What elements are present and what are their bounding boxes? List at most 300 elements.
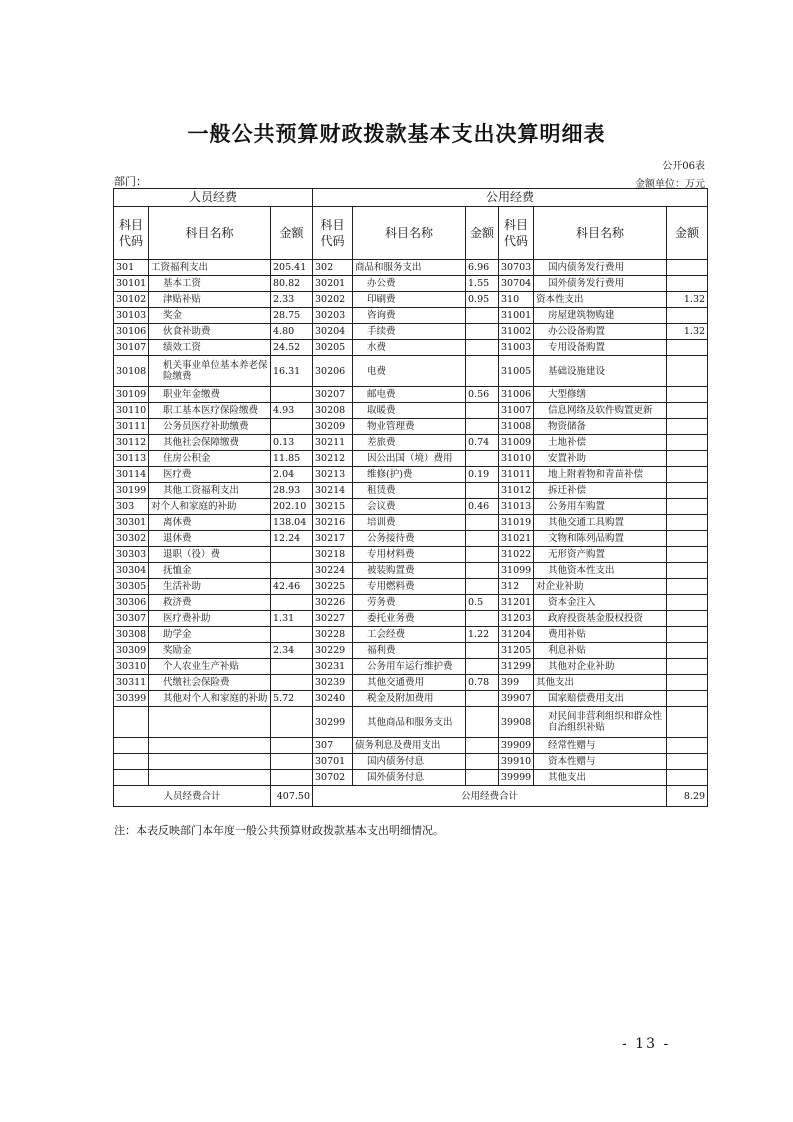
expenditure-detail-table xyxy=(113,188,708,807)
cell-amount xyxy=(667,403,708,419)
cell-name: 因公出国（境）费用 xyxy=(353,451,466,467)
cell-code: 31204 xyxy=(499,627,534,643)
cell-name: 专用设备购置 xyxy=(534,340,667,356)
cell-code: 31201 xyxy=(499,595,534,611)
cell-code xyxy=(114,738,149,754)
cell-name: 国家赔偿费用支出 xyxy=(534,691,667,707)
cell-amount xyxy=(466,483,499,499)
cell-code: 39999 xyxy=(499,770,534,786)
cell-amount: 205.41 xyxy=(271,260,313,276)
cell-code: 30308 xyxy=(114,627,149,643)
table-row xyxy=(114,515,708,531)
cell-name: 国外债务发行费用 xyxy=(534,276,667,292)
cell-name: 物业管理费 xyxy=(353,419,466,435)
cell-name xyxy=(149,770,271,786)
cell-amount: 5.72 xyxy=(271,691,313,707)
cell-amount xyxy=(667,547,708,563)
cell-code: 30309 xyxy=(114,643,149,659)
cell-amount xyxy=(271,387,313,403)
cell-code: 31009 xyxy=(499,435,534,451)
table-row xyxy=(114,451,708,467)
cell-code: 30202 xyxy=(313,292,353,308)
cell-name: 其他支出 xyxy=(534,770,667,786)
cell-code: 30211 xyxy=(313,435,353,451)
cell-name: 医疗费 xyxy=(149,467,271,483)
cell-name: 费用补贴 xyxy=(534,627,667,643)
cell-amount: 4.93 xyxy=(271,403,313,419)
cell-code: 31002 xyxy=(499,324,534,340)
cell-code: 39907 xyxy=(499,691,534,707)
cell-name: 物资储备 xyxy=(534,419,667,435)
cell-amount: 4.80 xyxy=(271,324,313,340)
cell-name: 住房公积金 xyxy=(149,451,271,467)
group-personnel: 人员经费 xyxy=(114,189,313,207)
cell-amount xyxy=(466,419,499,435)
cell-name: 退职（役）费 xyxy=(149,547,271,563)
cell-name: 咨询费 xyxy=(353,308,466,324)
cell-name: 专用材料费 xyxy=(353,547,466,563)
cell-code: 31299 xyxy=(499,659,534,675)
cell-code: 30203 xyxy=(313,308,353,324)
cell-amount: 0.19 xyxy=(466,467,499,483)
cell-code: 30305 xyxy=(114,579,149,595)
cell-name: 救济费 xyxy=(149,595,271,611)
cell-code: 30302 xyxy=(114,531,149,547)
cell-name: 公务接待费 xyxy=(353,531,466,547)
cell-amount xyxy=(667,643,708,659)
cell-amount: 0.74 xyxy=(466,435,499,451)
cell-name: 被装购置费 xyxy=(353,563,466,579)
cell-amount: 24.52 xyxy=(271,340,313,356)
cell-amount xyxy=(667,499,708,515)
public-total-label: 公用经费合计 xyxy=(313,786,667,807)
cell-code: 30231 xyxy=(313,659,353,675)
cell-amount: 0.78 xyxy=(466,675,499,691)
table-number: 公开06表 xyxy=(662,161,705,172)
cell-code: 312 xyxy=(499,579,534,595)
cell-name: 会议费 xyxy=(353,499,466,515)
cell-name: 其他商品和服务支出 xyxy=(353,707,466,738)
footnote: 注：本表反映部门本年度一般公共预算财政拨款基本支出明细情况。 xyxy=(114,824,444,837)
public-total-value: 8.29 xyxy=(667,786,708,807)
table-body xyxy=(114,260,708,786)
table-row xyxy=(114,738,708,754)
cell-amount: 16.31 xyxy=(271,356,313,387)
group-public: 公用经费 xyxy=(313,189,708,207)
cell-name: 专用燃料费 xyxy=(353,579,466,595)
cell-name: 职工基本医疗保险缴费 xyxy=(149,403,271,419)
table-row xyxy=(114,691,708,707)
cell-code: 30218 xyxy=(313,547,353,563)
cell-amount: 28.75 xyxy=(271,308,313,324)
cell-name: 个人农业生产补贴 xyxy=(149,659,271,675)
header-name: 科目名称 xyxy=(534,207,667,260)
cell-name: 差旅费 xyxy=(353,435,466,451)
cell-code: 30239 xyxy=(313,675,353,691)
page-number: - 13 - xyxy=(622,1036,671,1052)
cell-name: 工会经费 xyxy=(353,627,466,643)
header-code: 科目代码 xyxy=(313,207,353,260)
cell-amount: 1.32 xyxy=(667,324,708,340)
cell-amount xyxy=(466,531,499,547)
cell-code: 30228 xyxy=(313,627,353,643)
cell-amount xyxy=(667,691,708,707)
cell-amount xyxy=(466,563,499,579)
cell-code: 31007 xyxy=(499,403,534,419)
cell-amount xyxy=(271,738,313,754)
cell-code: 30111 xyxy=(114,419,149,435)
cell-amount xyxy=(667,531,708,547)
cell-amount xyxy=(271,675,313,691)
cell-code: 39909 xyxy=(499,738,534,754)
header-code: 科目代码 xyxy=(499,207,534,260)
totals-row xyxy=(114,786,708,807)
cell-amount xyxy=(466,579,499,595)
table-row xyxy=(114,499,708,515)
cell-code xyxy=(114,770,149,786)
cell-name: 国外债务付息 xyxy=(353,770,466,786)
cell-code: 30113 xyxy=(114,451,149,467)
cell-code: 30311 xyxy=(114,675,149,691)
header-amount: 金额 xyxy=(667,207,708,260)
cell-amount xyxy=(271,707,313,738)
cell-amount xyxy=(466,308,499,324)
cell-name: 公务用车购置 xyxy=(534,499,667,515)
cell-amount xyxy=(667,515,708,531)
cell-name: 税金及附加费用 xyxy=(353,691,466,707)
cell-name: 福利费 xyxy=(353,643,466,659)
cell-amount xyxy=(667,356,708,387)
cell-code: 310 xyxy=(499,292,534,308)
cell-name: 债务利息及费用支出 xyxy=(353,738,466,754)
table-row xyxy=(114,659,708,675)
cell-code: 30199 xyxy=(114,483,149,499)
cell-name: 助学金 xyxy=(149,627,271,643)
cell-amount: 138.04 xyxy=(271,515,313,531)
cell-name: 奖金 xyxy=(149,308,271,324)
cell-amount xyxy=(667,770,708,786)
cell-amount xyxy=(271,563,313,579)
cell-name: 取暖费 xyxy=(353,403,466,419)
cell-code: 30226 xyxy=(313,595,353,611)
table-row xyxy=(114,770,708,786)
cell-amount xyxy=(466,403,499,419)
cell-code: 30702 xyxy=(313,770,353,786)
cell-amount xyxy=(667,419,708,435)
cell-amount xyxy=(466,754,499,770)
cell-name: 其他交通费用 xyxy=(353,675,466,691)
cell-code xyxy=(114,707,149,738)
table-row xyxy=(114,531,708,547)
cell-amount xyxy=(466,451,499,467)
table-row xyxy=(114,467,708,483)
cell-code: 30399 xyxy=(114,691,149,707)
cell-amount xyxy=(667,579,708,595)
table-row xyxy=(114,292,708,308)
cell-name: 邮电费 xyxy=(353,387,466,403)
cell-code: 30306 xyxy=(114,595,149,611)
cell-name: 退休费 xyxy=(149,531,271,547)
cell-code: 30225 xyxy=(313,579,353,595)
cell-name: 公务用车运行维护费 xyxy=(353,659,466,675)
cell-amount xyxy=(667,627,708,643)
cell-name: 国内债务发行费用 xyxy=(534,260,667,276)
table-row xyxy=(114,643,708,659)
cell-name: 印刷费 xyxy=(353,292,466,308)
cell-amount: 42.46 xyxy=(271,579,313,595)
cell-name: 对民间非营利组织和群众性自治组织补贴 xyxy=(534,707,667,738)
cell-amount: 1.55 xyxy=(466,276,499,292)
cell-code: 31013 xyxy=(499,499,534,515)
cell-amount xyxy=(667,467,708,483)
cell-code: 30108 xyxy=(114,356,149,387)
table-row xyxy=(114,324,708,340)
cell-amount xyxy=(667,707,708,738)
table-row xyxy=(114,611,708,627)
table-row xyxy=(114,419,708,435)
cell-name: 委托业务费 xyxy=(353,611,466,627)
table-row xyxy=(114,579,708,595)
page-title: 一般公共预算财政拨款基本支出决算明细表 xyxy=(187,121,606,146)
cell-name: 资本性赠与 xyxy=(534,754,667,770)
cell-name: 伙食补助费 xyxy=(149,324,271,340)
cell-name: 大型修缮 xyxy=(534,387,667,403)
cell-amount xyxy=(667,738,708,754)
table-row xyxy=(114,675,708,691)
cell-code: 30106 xyxy=(114,324,149,340)
cell-amount xyxy=(667,675,708,691)
cell-code: 39908 xyxy=(499,707,534,738)
cell-name: 租赁费 xyxy=(353,483,466,499)
cell-amount: 1.31 xyxy=(271,611,313,627)
cell-amount: 12.24 xyxy=(271,531,313,547)
cell-name: 信息网络及软件购置更新 xyxy=(534,403,667,419)
cell-name: 房屋建筑物购建 xyxy=(534,308,667,324)
table-row xyxy=(114,595,708,611)
cell-name: 办公设备购置 xyxy=(534,324,667,340)
cell-code: 30206 xyxy=(313,356,353,387)
department-label: 部门： xyxy=(114,175,147,188)
cell-code: 31022 xyxy=(499,547,534,563)
header-name: 科目名称 xyxy=(149,207,271,260)
cell-code: 30310 xyxy=(114,659,149,675)
cell-code: 31005 xyxy=(499,356,534,387)
cell-name: 无形资产购置 xyxy=(534,547,667,563)
cell-name: 拆迁补偿 xyxy=(534,483,667,499)
cell-amount xyxy=(466,770,499,786)
cell-code: 30209 xyxy=(313,419,353,435)
cell-code: 30704 xyxy=(499,276,534,292)
cell-name: 其他社会保障缴费 xyxy=(149,435,271,451)
cell-name: 工资福利支出 xyxy=(149,260,271,276)
column-header-row xyxy=(114,207,708,260)
cell-amount xyxy=(271,547,313,563)
cell-code: 30208 xyxy=(313,403,353,419)
cell-name: 维修(护)费 xyxy=(353,467,466,483)
cell-amount xyxy=(271,754,313,770)
cell-amount: 0.56 xyxy=(466,387,499,403)
cell-amount xyxy=(466,356,499,387)
cell-name: 津贴补贴 xyxy=(149,292,271,308)
cell-name: 政府投资基金股权投资 xyxy=(534,611,667,627)
cell-amount xyxy=(667,595,708,611)
cell-code: 31010 xyxy=(499,451,534,467)
header-name: 科目名称 xyxy=(353,207,466,260)
cell-code: 30307 xyxy=(114,611,149,627)
cell-amount: 2.33 xyxy=(271,292,313,308)
cell-code: 31019 xyxy=(499,515,534,531)
cell-name: 国内债务付息 xyxy=(353,754,466,770)
cell-code: 31021 xyxy=(499,531,534,547)
cell-name: 生活补助 xyxy=(149,579,271,595)
cell-code: 30101 xyxy=(114,276,149,292)
header-amount: 金额 xyxy=(271,207,313,260)
cell-amount xyxy=(667,340,708,356)
cell-code: 31205 xyxy=(499,643,534,659)
cell-code: 31006 xyxy=(499,387,534,403)
cell-code: 30240 xyxy=(313,691,353,707)
cell-amount xyxy=(271,627,313,643)
cell-code: 31203 xyxy=(499,611,534,627)
cell-code: 30214 xyxy=(313,483,353,499)
cell-amount: 0.46 xyxy=(466,499,499,515)
group-header-row xyxy=(114,189,708,207)
cell-code: 30227 xyxy=(313,611,353,627)
cell-code: 31011 xyxy=(499,467,534,483)
cell-code: 31003 xyxy=(499,340,534,356)
table-row xyxy=(114,387,708,403)
cell-amount xyxy=(271,595,313,611)
table-row xyxy=(114,563,708,579)
cell-code: 30205 xyxy=(313,340,353,356)
cell-name: 办公费 xyxy=(353,276,466,292)
cell-code: 31012 xyxy=(499,483,534,499)
cell-code: 30102 xyxy=(114,292,149,308)
cell-code: 30703 xyxy=(499,260,534,276)
cell-name: 其他对企业补助 xyxy=(534,659,667,675)
cell-name: 职业年金缴费 xyxy=(149,387,271,403)
cell-code: 30204 xyxy=(313,324,353,340)
table-row xyxy=(114,547,708,563)
cell-code: 30112 xyxy=(114,435,149,451)
header-amount: 金额 xyxy=(466,207,499,260)
table-row xyxy=(114,308,708,324)
cell-code: 30201 xyxy=(313,276,353,292)
cell-name: 手续费 xyxy=(353,324,466,340)
cell-name: 其他工资福利支出 xyxy=(149,483,271,499)
cell-name: 奖励金 xyxy=(149,643,271,659)
cell-code: 30103 xyxy=(114,308,149,324)
cell-code: 307 xyxy=(313,738,353,754)
cell-code: 30107 xyxy=(114,340,149,356)
cell-amount: 1.22 xyxy=(466,627,499,643)
cell-name: 电费 xyxy=(353,356,466,387)
cell-code: 30229 xyxy=(313,643,353,659)
table-row xyxy=(114,260,708,276)
cell-name: 机关事业单位基本养老保险缴费 xyxy=(149,356,271,387)
cell-name: 其他支出 xyxy=(534,675,667,691)
cell-amount xyxy=(466,691,499,707)
cell-amount xyxy=(667,308,708,324)
cell-code: 30224 xyxy=(313,563,353,579)
table-row xyxy=(114,276,708,292)
cell-code: 30299 xyxy=(313,707,353,738)
cell-amount xyxy=(271,419,313,435)
amount-unit: 金额单位：万元 xyxy=(635,179,705,190)
cell-code: 31008 xyxy=(499,419,534,435)
cell-code: 302 xyxy=(313,260,353,276)
cell-amount: 2.34 xyxy=(271,643,313,659)
cell-amount xyxy=(667,611,708,627)
cell-amount xyxy=(667,387,708,403)
cell-name: 经常性赠与 xyxy=(534,738,667,754)
table-row xyxy=(114,707,708,738)
cell-name: 医疗费补助 xyxy=(149,611,271,627)
cell-amount xyxy=(466,611,499,627)
cell-amount: 202.10 xyxy=(271,499,313,515)
table-row xyxy=(114,627,708,643)
table-row xyxy=(114,435,708,451)
cell-name xyxy=(149,738,271,754)
personnel-total-value: 407.50 xyxy=(271,786,313,807)
cell-name: 其他对个人和家庭的补助 xyxy=(149,691,271,707)
cell-name: 利息补贴 xyxy=(534,643,667,659)
cell-name xyxy=(149,754,271,770)
cell-amount xyxy=(466,324,499,340)
personnel-total-label: 人员经费合计 xyxy=(114,786,271,807)
cell-name: 对企业补助 xyxy=(534,579,667,595)
cell-code: 30701 xyxy=(313,754,353,770)
cell-amount xyxy=(667,276,708,292)
cell-name: 商品和服务支出 xyxy=(353,260,466,276)
cell-name: 代缴社会保险费 xyxy=(149,675,271,691)
cell-amount xyxy=(466,340,499,356)
cell-name: 基本工资 xyxy=(149,276,271,292)
cell-code: 30216 xyxy=(313,515,353,531)
cell-amount xyxy=(466,515,499,531)
cell-code: 30109 xyxy=(114,387,149,403)
cell-amount xyxy=(667,659,708,675)
cell-code: 30304 xyxy=(114,563,149,579)
cell-name: 土地补偿 xyxy=(534,435,667,451)
cell-name: 基础设施建设 xyxy=(534,356,667,387)
cell-name: 其他交通工具购置 xyxy=(534,515,667,531)
cell-name: 对个人和家庭的补助 xyxy=(149,499,271,515)
cell-name: 公务员医疗补助缴费 xyxy=(149,419,271,435)
cell-code: 30110 xyxy=(114,403,149,419)
cell-amount: 28.93 xyxy=(271,483,313,499)
cell-name: 抚恤金 xyxy=(149,563,271,579)
cell-name: 离休费 xyxy=(149,515,271,531)
cell-code: 30303 xyxy=(114,547,149,563)
cell-amount: 0.5 xyxy=(466,595,499,611)
cell-name: 绩效工资 xyxy=(149,340,271,356)
cell-code: 30212 xyxy=(313,451,353,467)
cell-amount xyxy=(466,738,499,754)
cell-code: 303 xyxy=(114,499,149,515)
cell-amount xyxy=(466,659,499,675)
cell-name: 文物和陈列品购置 xyxy=(534,531,667,547)
cell-amount xyxy=(667,435,708,451)
cell-amount xyxy=(667,754,708,770)
cell-code: 39910 xyxy=(499,754,534,770)
cell-amount: 6.96 xyxy=(466,260,499,276)
cell-amount xyxy=(667,451,708,467)
cell-code: 399 xyxy=(499,675,534,691)
cell-amount: 80.82 xyxy=(271,276,313,292)
cell-amount xyxy=(271,770,313,786)
cell-amount: 1.32 xyxy=(667,292,708,308)
